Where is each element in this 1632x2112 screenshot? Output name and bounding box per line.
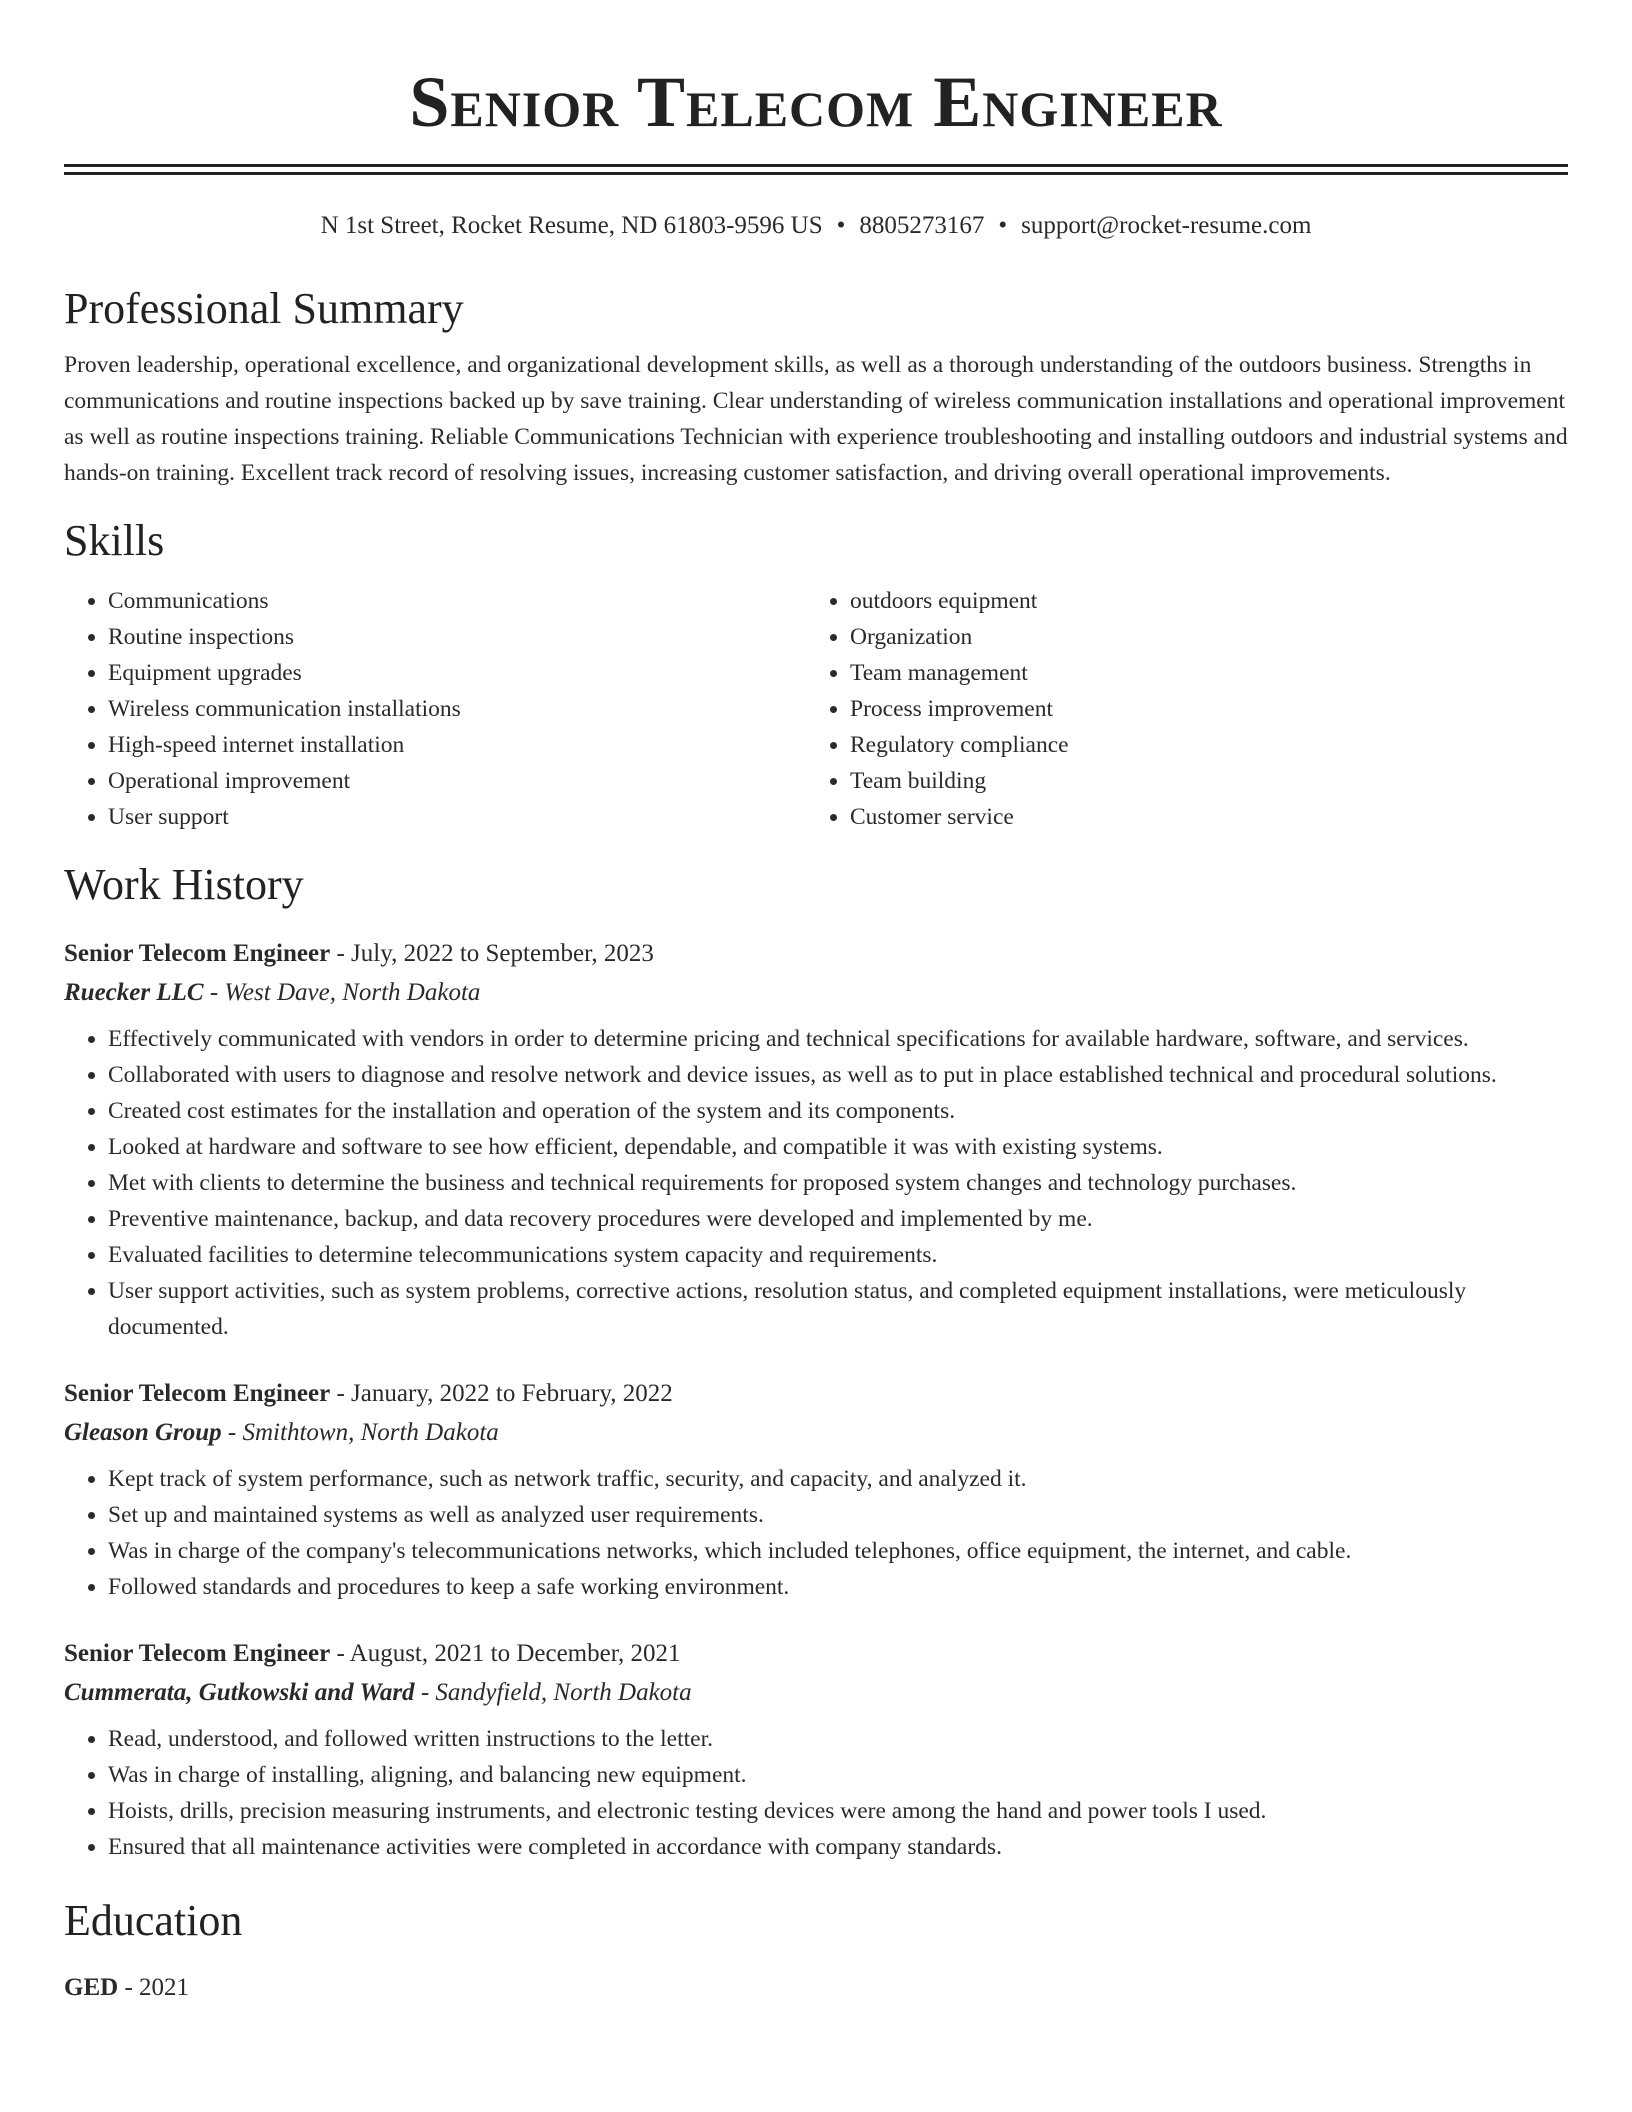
job-bullet: • Set up and maintained systems as well as analyzed user requirements. [108, 1497, 1568, 1533]
skill-item: • High-speed internet installation [108, 727, 806, 763]
job-location: - Smithtown, North Dakota [221, 1419, 499, 1446]
job-bullet: • Created cost estimates for the installation and operation of the system and its components. [108, 1093, 1568, 1129]
resume-page [64, 0, 1568, 2007]
section-title-skills: Skills [64, 516, 165, 565]
job-bullet: • Evaluated facilities to determine telecommunications system capacity and requirements. [108, 1237, 1568, 1273]
skill-item: • Team building [850, 763, 1548, 799]
job-entry [64, 1635, 1568, 1865]
skill-item: • Operational improvement [108, 763, 806, 799]
skill-item: • Wireless communication installations [108, 691, 806, 727]
skills-grid [64, 583, 1568, 835]
resume-name: Senior Telecom Engineer [409, 62, 1223, 142]
job-role: Senior Telecom Engineer [64, 1640, 331, 1667]
header-divider [64, 164, 1568, 175]
job-dates: - January, 2022 to February, 2022 [330, 1380, 673, 1407]
skill-item: • Organization [850, 619, 1548, 655]
job-bullet: • Looked at hardware and software to see how efficient, dependable, and compatible it was with existing systems. [108, 1129, 1568, 1165]
job-heading [64, 1375, 1568, 1413]
contact-line [64, 209, 1568, 243]
contact-phone: 8805273167 [859, 212, 985, 239]
job-employer [64, 1413, 1568, 1453]
job-company: Ruecker LLC [64, 979, 204, 1006]
job-heading [64, 935, 1568, 973]
skills-column-right [806, 583, 1548, 835]
skill-item: • Equipment upgrades [108, 655, 806, 691]
job-role: Senior Telecom Engineer [64, 940, 331, 967]
job-bullet: • Kept track of system performance, such as network traffic, security, and capacity, and analyzed it. [108, 1461, 1568, 1497]
skill-item: • Process improvement [850, 691, 1548, 727]
job-entry [64, 1375, 1568, 1605]
education-year: - 2021 [118, 1974, 190, 2001]
job-bullet: • Collaborated with users to diagnose and resolve network and device issues, as well as to put in place established technical and procedural solutions. [108, 1057, 1568, 1093]
job-company: Cummerata, Gutkowski and Ward [64, 1679, 415, 1706]
skills-column-left [64, 583, 806, 835]
job-bullets [64, 1021, 1568, 1345]
contact-separator: • [998, 212, 1008, 239]
contact-address: N 1st Street, Rocket Resume, ND 61803-9596 US [320, 212, 823, 239]
job-employer [64, 1673, 1568, 1713]
section-title-work-history: Work History [64, 860, 304, 909]
job-bullet: • Was in charge of the company's telecommunications networks, which included telephones, office equipment, the internet, and cable. [108, 1533, 1568, 1569]
job-location: - Sandyfield, North Dakota [414, 1679, 692, 1706]
skill-item: • Customer service [850, 799, 1548, 835]
job-entry [64, 935, 1568, 1345]
job-bullet: • Hoists, drills, precision measuring instruments, and electronic testing devices were among the hand and power tools I used. [108, 1793, 1568, 1829]
job-dates: - July, 2022 to September, 2023 [330, 940, 654, 967]
job-bullet: • User support activities, such as system problems, corrective actions, resolution status, and completed equipment installations, were meticulously documented. [108, 1273, 1568, 1345]
education-entry [64, 1969, 1568, 2007]
job-bullets [64, 1461, 1568, 1605]
section-title-summary: Professional Summary [64, 284, 464, 333]
job-bullet: • Preventive maintenance, backup, and data recovery procedures were developed and implemented by me. [108, 1201, 1568, 1237]
job-dates: - August, 2021 to December, 2021 [330, 1640, 681, 1667]
job-bullet: • Ensured that all maintenance activities were completed in accordance with company standards. [108, 1829, 1568, 1865]
job-heading [64, 1635, 1568, 1673]
job-role: Senior Telecom Engineer [64, 1380, 331, 1407]
skill-item: • User support [108, 799, 806, 835]
job-bullet: • Read, understood, and followed written instructions to the letter. [108, 1721, 1568, 1757]
skill-item: • Regulatory compliance [850, 727, 1548, 763]
skill-item: • Communications [108, 583, 806, 619]
contact-email: support@rocket-resume.com [1021, 212, 1312, 239]
job-bullet: • Was in charge of installing, aligning, and balancing new equipment. [108, 1757, 1568, 1793]
job-bullets [64, 1721, 1568, 1865]
job-bullet: • Followed standards and procedures to keep a safe working environment. [108, 1569, 1568, 1605]
summary-text: Proven leadership, operational excellence, and organizational development skills, as well as a thorough understanding of the outdoors business. Strengths in communications and routine inspections backed up by save training. Clear understanding of wireless communication installations and operational improvement as well as routine inspections training. Reliable Communications Technician with experience troubleshooting and installing outdoors and industrial systems and hands-on training. Excellent track record of resolving issues, increasing customer satisfaction, and driving overall operational improvements. [64, 352, 1568, 486]
education-degree: GED [64, 1974, 119, 2001]
job-company: Gleason Group [64, 1419, 222, 1446]
job-employer [64, 973, 1568, 1013]
job-bullet: • Effectively communicated with vendors in order to determine pricing and technical specifications for available hardware, software, and services. [108, 1021, 1568, 1057]
job-location: - West Dave, North Dakota [203, 979, 481, 1006]
skill-item: • outdoors equipment [850, 583, 1548, 619]
section-title-education: Education [64, 1896, 243, 1945]
skill-item: • Routine inspections [108, 619, 806, 655]
contact-separator: • [836, 212, 846, 239]
skill-item: • Team management [850, 655, 1548, 691]
job-bullet: • Met with clients to determine the business and technical requirements for proposed system changes and technology purchases. [108, 1165, 1568, 1201]
